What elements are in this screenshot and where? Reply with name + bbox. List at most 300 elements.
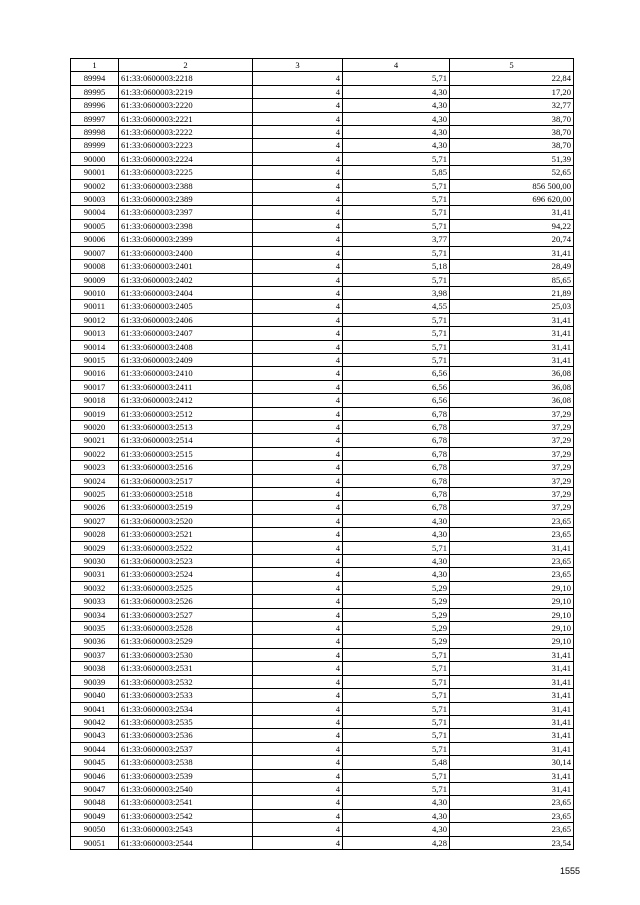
table-cell-col-2: 61:33:0600003:2540: [119, 782, 253, 795]
table-cell-col-5: 25,03: [450, 300, 574, 313]
table-cell-col-3: 4: [253, 675, 343, 688]
table-cell-col-1: 90016: [71, 367, 119, 380]
table-cell-col-1: 90049: [71, 809, 119, 822]
table-row: [71, 246, 574, 259]
table-cell-col-3: 4: [253, 112, 343, 125]
table-cell-col-2: 61:33:0600003:2533: [119, 689, 253, 702]
table-cell-col-2: 61:33:0600003:2525: [119, 581, 253, 594]
table-cell-col-2: 61:33:0600003:2541: [119, 796, 253, 809]
table-row: [71, 729, 574, 742]
table-cell-col-1: 90017: [71, 380, 119, 393]
table-cell-col-2: 61:33:0600003:2398: [119, 219, 253, 232]
table-cell-col-3: 4: [253, 622, 343, 635]
table-row: [71, 206, 574, 219]
table-row: [71, 675, 574, 688]
table-cell-col-4: 4,28: [343, 836, 450, 849]
table-cell-col-4: 4,30: [343, 514, 450, 527]
table-cell-col-3: 4: [253, 407, 343, 420]
table-row: [71, 353, 574, 366]
table-row: [71, 85, 574, 98]
table-cell-col-5: 37,29: [450, 447, 574, 460]
table-cell-col-1: 90030: [71, 555, 119, 568]
table-cell-col-5: 37,29: [450, 501, 574, 514]
table-cell-col-4: 5,29: [343, 581, 450, 594]
table-cell-col-4: 5,18: [343, 260, 450, 273]
table-cell-col-3: 4: [253, 273, 343, 286]
table-cell-col-4: 4,30: [343, 555, 450, 568]
table-cell-col-1: 89995: [71, 85, 119, 98]
table-cell-col-5: 51,39: [450, 152, 574, 165]
table-cell-col-5: 28,49: [450, 260, 574, 273]
table-cell-col-2: 61:33:0600003:2388: [119, 179, 253, 192]
table-cell-col-3: 4: [253, 367, 343, 380]
table-row: [71, 420, 574, 433]
table-body: [71, 72, 574, 850]
table-cell-col-3: 4: [253, 608, 343, 621]
table-cell-col-4: 5,71: [343, 353, 450, 366]
table-cell-col-5: 36,08: [450, 394, 574, 407]
table-cell-col-2: 61:33:0600003:2410: [119, 367, 253, 380]
table-cell-col-1: 90008: [71, 260, 119, 273]
table-cell-col-5: 31,41: [450, 648, 574, 661]
table-cell-col-1: 90004: [71, 206, 119, 219]
table-cell-col-3: 4: [253, 313, 343, 326]
table-row: [71, 380, 574, 393]
table-row: [71, 447, 574, 460]
table-row: [71, 514, 574, 527]
table-cell-col-4: 3,98: [343, 286, 450, 299]
table-cell-col-3: 4: [253, 219, 343, 232]
table-cell-col-3: 4: [253, 474, 343, 487]
table-cell-col-1: 90018: [71, 394, 119, 407]
table-cell-col-5: 31,41: [450, 729, 574, 742]
table-row: [71, 166, 574, 179]
table-cell-col-1: 90013: [71, 327, 119, 340]
table-cell-col-3: 4: [253, 702, 343, 715]
table-cell-col-3: 4: [253, 555, 343, 568]
table-cell-col-5: 36,08: [450, 367, 574, 380]
table-cell-col-5: 31,41: [450, 206, 574, 219]
table-cell-col-4: 5,71: [343, 689, 450, 702]
table-row: [71, 126, 574, 139]
table-cell-col-5: 52,65: [450, 166, 574, 179]
table-cell-col-2: 61:33:0600003:2532: [119, 675, 253, 688]
table-cell-col-5: 29,10: [450, 622, 574, 635]
table-cell-col-3: 4: [253, 689, 343, 702]
table-cell-col-3: 4: [253, 541, 343, 554]
table-cell-col-1: 90031: [71, 568, 119, 581]
table-row: [71, 367, 574, 380]
table-row: [71, 219, 574, 232]
table-cell-col-5: 36,08: [450, 380, 574, 393]
table-cell-col-5: 29,10: [450, 581, 574, 594]
table-cell-col-5: 31,41: [450, 675, 574, 688]
table-cell-col-3: 4: [253, 836, 343, 849]
table-cell-col-2: 61:33:0600003:2404: [119, 286, 253, 299]
table-cell-col-4: 5,71: [343, 72, 450, 85]
table-cell-col-4: 5,71: [343, 340, 450, 353]
table-cell-col-5: 31,41: [450, 662, 574, 675]
table-cell-col-3: 4: [253, 568, 343, 581]
table-cell-col-2: 61:33:0600003:2526: [119, 595, 253, 608]
table-row: [71, 179, 574, 192]
table-cell-col-4: 6,78: [343, 488, 450, 501]
table-cell-col-2: 61:33:0600003:2519: [119, 501, 253, 514]
table-cell-col-1: 89997: [71, 112, 119, 125]
table-cell-col-3: 4: [253, 152, 343, 165]
table-cell-col-2: 61:33:0600003:2544: [119, 836, 253, 849]
table-cell-col-2: 61:33:0600003:2405: [119, 300, 253, 313]
table-cell-col-3: 4: [253, 420, 343, 433]
column-header-1: 1: [71, 59, 119, 72]
table-cell-col-2: 61:33:0600003:2518: [119, 488, 253, 501]
table-cell-col-1: 90021: [71, 434, 119, 447]
table-cell-col-3: 4: [253, 340, 343, 353]
table-cell-col-2: 61:33:0600003:2523: [119, 555, 253, 568]
table-cell-col-4: 6,78: [343, 461, 450, 474]
table-cell-col-5: 23,65: [450, 823, 574, 836]
table-cell-col-1: 90026: [71, 501, 119, 514]
table-cell-col-1: 89998: [71, 126, 119, 139]
table-row: [71, 501, 574, 514]
table-row: [71, 528, 574, 541]
table-cell-col-5: 38,70: [450, 112, 574, 125]
table-cell-col-3: 4: [253, 126, 343, 139]
table-cell-col-4: 6,78: [343, 407, 450, 420]
table-cell-col-4: 6,78: [343, 420, 450, 433]
table-row: [71, 702, 574, 715]
table-cell-col-5: 22,84: [450, 72, 574, 85]
table-cell-col-4: 6,78: [343, 474, 450, 487]
table-cell-col-2: 61:33:0600003:2543: [119, 823, 253, 836]
table-cell-col-5: 37,29: [450, 474, 574, 487]
table-cell-col-1: 90036: [71, 635, 119, 648]
table-cell-col-3: 4: [253, 447, 343, 460]
table-cell-col-4: 4,30: [343, 139, 450, 152]
table-cell-col-4: 4,30: [343, 528, 450, 541]
table-cell-col-3: 4: [253, 300, 343, 313]
table-cell-col-4: 5,71: [343, 541, 450, 554]
table-cell-col-4: 5,29: [343, 635, 450, 648]
table-cell-col-1: 90003: [71, 193, 119, 206]
table-cell-col-4: 5,29: [343, 622, 450, 635]
table-cell-col-5: 17,20: [450, 85, 574, 98]
table-cell-col-3: 4: [253, 742, 343, 755]
table-row: [71, 715, 574, 728]
table-row: [71, 836, 574, 849]
table-cell-col-5: 23,65: [450, 528, 574, 541]
table-row: [71, 581, 574, 594]
table-cell-col-3: 4: [253, 823, 343, 836]
table-cell-col-5: 31,41: [450, 689, 574, 702]
table-cell-col-2: 61:33:0600003:2389: [119, 193, 253, 206]
table-cell-col-3: 4: [253, 514, 343, 527]
table-cell-col-1: 90032: [71, 581, 119, 594]
table-cell-col-1: 90019: [71, 407, 119, 420]
table-cell-col-1: 90046: [71, 769, 119, 782]
table-cell-col-1: 90002: [71, 179, 119, 192]
table-cell-col-2: 61:33:0600003:2521: [119, 528, 253, 541]
table-cell-col-2: 61:33:0600003:2528: [119, 622, 253, 635]
table-cell-col-5: 21,89: [450, 286, 574, 299]
table-cell-col-3: 4: [253, 179, 343, 192]
table-cell-col-2: 61:33:0600003:2406: [119, 313, 253, 326]
table-cell-col-3: 4: [253, 635, 343, 648]
table-cell-col-2: 61:33:0600003:2412: [119, 394, 253, 407]
table-cell-col-3: 4: [253, 595, 343, 608]
column-header-4: 4: [343, 59, 450, 72]
table-row: [71, 112, 574, 125]
table-cell-col-2: 61:33:0600003:2531: [119, 662, 253, 675]
table-cell-col-2: 61:33:0600003:2408: [119, 340, 253, 353]
table-cell-col-1: 90020: [71, 420, 119, 433]
table-cell-col-4: 6,78: [343, 434, 450, 447]
table-row: [71, 488, 574, 501]
table-cell-col-4: 6,78: [343, 501, 450, 514]
table-cell-col-1: 90045: [71, 756, 119, 769]
table-row: [71, 769, 574, 782]
table-row: [71, 273, 574, 286]
table-cell-col-2: 61:33:0600003:2527: [119, 608, 253, 621]
table-row: [71, 595, 574, 608]
table-cell-col-3: 4: [253, 353, 343, 366]
table-cell-col-3: 4: [253, 461, 343, 474]
table-cell-col-2: 61:33:0600003:2539: [119, 769, 253, 782]
table-cell-col-4: 4,30: [343, 823, 450, 836]
table-cell-col-4: 3,77: [343, 233, 450, 246]
table-row: [71, 99, 574, 112]
table-row: [71, 461, 574, 474]
table-row: [71, 541, 574, 554]
table-cell-col-5: 37,29: [450, 461, 574, 474]
table-cell-col-5: 856 500,00: [450, 179, 574, 192]
table-cell-col-2: 61:33:0600003:2411: [119, 380, 253, 393]
table-cell-col-3: 4: [253, 72, 343, 85]
table-cell-col-5: 31,41: [450, 702, 574, 715]
table-row: [71, 648, 574, 661]
table-cell-col-3: 4: [253, 260, 343, 273]
table-cell-col-1: 90014: [71, 340, 119, 353]
table-cell-col-3: 4: [253, 756, 343, 769]
table-cell-col-1: 90012: [71, 313, 119, 326]
table-row: [71, 152, 574, 165]
table-cell-col-4: 6,56: [343, 394, 450, 407]
table-cell-col-5: 31,41: [450, 769, 574, 782]
table-cell-col-2: 61:33:0600003:2222: [119, 126, 253, 139]
table-cell-col-1: 90051: [71, 836, 119, 849]
table-cell-col-2: 61:33:0600003:2524: [119, 568, 253, 581]
table-cell-col-2: 61:33:0600003:2514: [119, 434, 253, 447]
table-row: [71, 233, 574, 246]
table-cell-col-3: 4: [253, 166, 343, 179]
table-cell-col-1: 90050: [71, 823, 119, 836]
table-cell-col-1: 90009: [71, 273, 119, 286]
table-cell-col-2: 61:33:0600003:2399: [119, 233, 253, 246]
table-cell-col-5: 38,70: [450, 126, 574, 139]
table-cell-col-4: 4,30: [343, 809, 450, 822]
table-cell-col-3: 4: [253, 139, 343, 152]
table-cell-col-3: 4: [253, 193, 343, 206]
table-cell-col-2: 61:33:0600003:2515: [119, 447, 253, 460]
table-cell-col-1: 90042: [71, 715, 119, 728]
table-cell-col-2: 61:33:0600003:2409: [119, 353, 253, 366]
table-cell-col-3: 4: [253, 488, 343, 501]
table-row: [71, 823, 574, 836]
table-cell-col-3: 4: [253, 581, 343, 594]
table-cell-col-4: 4,30: [343, 796, 450, 809]
table-cell-col-5: 31,41: [450, 541, 574, 554]
table-cell-col-4: 6,56: [343, 367, 450, 380]
table-cell-col-3: 4: [253, 99, 343, 112]
table-cell-col-5: 23,65: [450, 514, 574, 527]
table-row: [71, 796, 574, 809]
table-cell-col-5: 31,41: [450, 327, 574, 340]
table-cell-col-2: 61:33:0600003:2223: [119, 139, 253, 152]
table-cell-col-5: 37,29: [450, 420, 574, 433]
table-row: [71, 635, 574, 648]
table-cell-col-3: 4: [253, 394, 343, 407]
table-cell-col-1: 90000: [71, 152, 119, 165]
table-cell-col-3: 4: [253, 206, 343, 219]
table-cell-col-2: 61:33:0600003:2520: [119, 514, 253, 527]
table-cell-col-1: 90034: [71, 608, 119, 621]
table-cell-col-1: 90027: [71, 514, 119, 527]
table-cell-col-4: 5,71: [343, 313, 450, 326]
table-cell-col-2: 61:33:0600003:2512: [119, 407, 253, 420]
table-cell-col-2: 61:33:0600003:2529: [119, 635, 253, 648]
table-cell-col-2: 61:33:0600003:2542: [119, 809, 253, 822]
table-cell-col-1: 90044: [71, 742, 119, 755]
table-cell-col-1: 89996: [71, 99, 119, 112]
table-cell-col-5: 696 620,00: [450, 193, 574, 206]
table-cell-col-5: 31,41: [450, 246, 574, 259]
table-cell-col-2: 61:33:0600003:2224: [119, 152, 253, 165]
table-cell-col-5: 85,65: [450, 273, 574, 286]
table-cell-col-2: 61:33:0600003:2225: [119, 166, 253, 179]
table-cell-col-2: 61:33:0600003:2517: [119, 474, 253, 487]
table-cell-col-4: 4,55: [343, 300, 450, 313]
table-cell-col-5: 23,65: [450, 555, 574, 568]
table-cell-col-2: 61:33:0600003:2534: [119, 702, 253, 715]
table-cell-col-2: 61:33:0600003:2400: [119, 246, 253, 259]
table-cell-col-5: 31,41: [450, 313, 574, 326]
table-cell-col-4: 5,29: [343, 595, 450, 608]
table-row: [71, 742, 574, 755]
table-cell-col-4: 5,71: [343, 327, 450, 340]
table-cell-col-1: 90023: [71, 461, 119, 474]
table-cell-col-3: 4: [253, 796, 343, 809]
table-cell-col-2: 61:33:0600003:2537: [119, 742, 253, 755]
table-cell-col-5: 37,29: [450, 407, 574, 420]
table-row: [71, 139, 574, 152]
table-cell-col-2: 61:33:0600003:2218: [119, 72, 253, 85]
table-cell-col-4: 4,30: [343, 568, 450, 581]
table-cell-col-5: 31,41: [450, 353, 574, 366]
table-cell-col-4: 5,85: [343, 166, 450, 179]
table-cell-col-1: 90024: [71, 474, 119, 487]
table-cell-col-4: 4,30: [343, 85, 450, 98]
table-cell-col-3: 4: [253, 782, 343, 795]
table-cell-col-3: 4: [253, 809, 343, 822]
table-cell-col-4: 5,71: [343, 152, 450, 165]
table-cell-col-2: 61:33:0600003:2401: [119, 260, 253, 273]
table-cell-col-2: 61:33:0600003:2516: [119, 461, 253, 474]
table-row: [71, 313, 574, 326]
table-cell-col-1: 90001: [71, 166, 119, 179]
table-row: [71, 394, 574, 407]
table-row: [71, 327, 574, 340]
table-cell-col-2: 61:33:0600003:2407: [119, 327, 253, 340]
table-cell-col-5: 29,10: [450, 608, 574, 621]
table-row: [71, 286, 574, 299]
table-cell-col-5: 31,41: [450, 742, 574, 755]
table-row: [71, 568, 574, 581]
table-cell-col-4: 5,71: [343, 782, 450, 795]
table-cell-col-4: 5,71: [343, 702, 450, 715]
table-cell-col-4: 5,71: [343, 729, 450, 742]
table-row: [71, 689, 574, 702]
table-row: [71, 340, 574, 353]
table-row: [71, 622, 574, 635]
table-row: [71, 782, 574, 795]
table-cell-col-4: 5,71: [343, 662, 450, 675]
table-cell-col-2: 61:33:0600003:2530: [119, 648, 253, 661]
table-cell-col-1: 90006: [71, 233, 119, 246]
table-cell-col-4: 5,29: [343, 608, 450, 621]
table-cell-col-2: 61:33:0600003:2536: [119, 729, 253, 742]
table-cell-col-2: 61:33:0600003:2513: [119, 420, 253, 433]
table-cell-col-5: 38,70: [450, 139, 574, 152]
table-cell-col-4: 5,71: [343, 675, 450, 688]
table-cell-col-1: 90011: [71, 300, 119, 313]
table-cell-col-2: 61:33:0600003:2402: [119, 273, 253, 286]
table-cell-col-5: 31,41: [450, 782, 574, 795]
table-cell-col-4: 4,30: [343, 99, 450, 112]
table-cell-col-4: 5,71: [343, 273, 450, 286]
table-row: [71, 555, 574, 568]
table-cell-col-3: 4: [253, 327, 343, 340]
table-cell-col-5: 94,22: [450, 219, 574, 232]
table-cell-col-4: 5,71: [343, 246, 450, 259]
table-cell-col-1: 90035: [71, 622, 119, 635]
table-cell-col-5: 23,54: [450, 836, 574, 849]
table-cell-col-1: 90029: [71, 541, 119, 554]
column-header-5: 5: [450, 59, 574, 72]
table-cell-col-1: 90015: [71, 353, 119, 366]
table-cell-col-1: 90038: [71, 662, 119, 675]
table-cell-col-1: 90028: [71, 528, 119, 541]
table-cell-col-4: 6,56: [343, 380, 450, 393]
table-cell-col-1: 90048: [71, 796, 119, 809]
table-cell-col-1: 89999: [71, 139, 119, 152]
table-cell-col-5: 20,74: [450, 233, 574, 246]
table-cell-col-1: 90033: [71, 595, 119, 608]
table-cell-col-5: 23,65: [450, 568, 574, 581]
table-row: [71, 193, 574, 206]
table-cell-col-5: 32,77: [450, 99, 574, 112]
table-row: [71, 608, 574, 621]
page-number: 1555: [560, 866, 581, 876]
table-cell-col-1: 90041: [71, 702, 119, 715]
table-cell-col-5: 31,41: [450, 340, 574, 353]
table-cell-col-5: 23,65: [450, 796, 574, 809]
column-header-2: 2: [119, 59, 253, 72]
table-cell-col-1: 90047: [71, 782, 119, 795]
table-row: [71, 756, 574, 769]
table-cell-col-3: 4: [253, 85, 343, 98]
table-row: [71, 474, 574, 487]
table-cell-col-1: 90010: [71, 286, 119, 299]
